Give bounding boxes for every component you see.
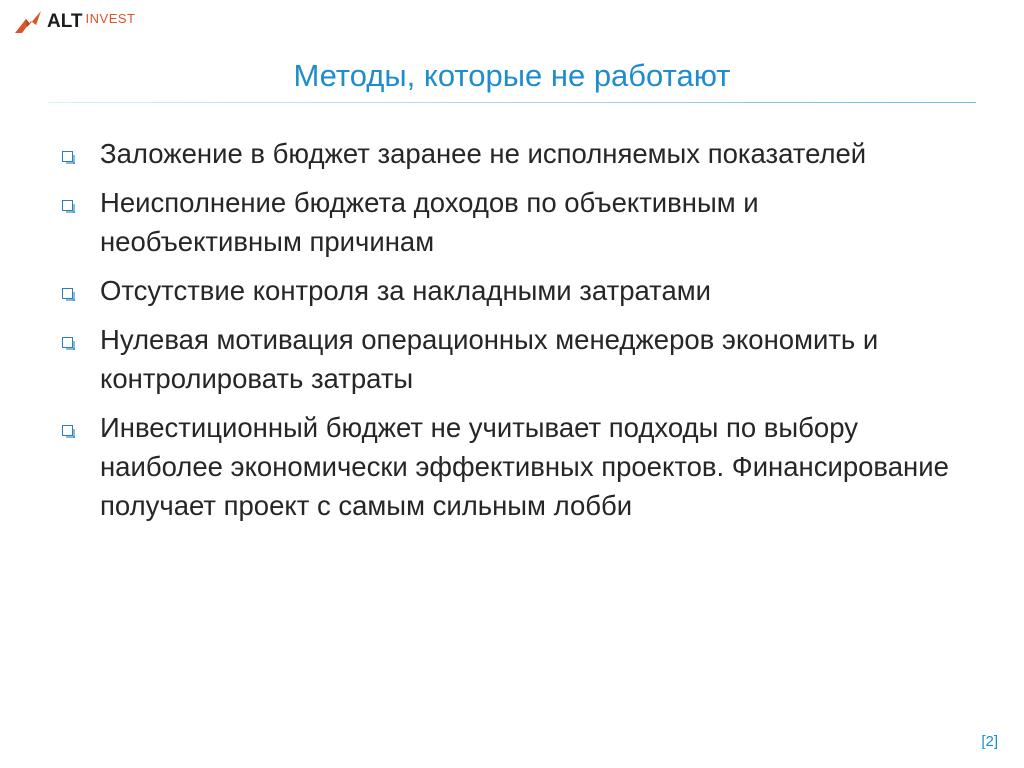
square-bullet-icon xyxy=(62,151,73,162)
bullet-text: Инвестиционный бюджет не учитывает подходы по выбору наиболее экономически эффективных проектов. Финансирование получает проект с самым сильным лобби xyxy=(100,412,949,521)
bullet-item xyxy=(62,134,962,173)
bullet-item xyxy=(62,320,962,398)
slide-title: Методы, которые не работают xyxy=(293,58,731,93)
bullet-text: Нулевая мотивация операционных менеджеров экономить и контролировать затраты xyxy=(100,324,879,394)
square-bullet-icon xyxy=(62,337,73,348)
bullet-text: Отсутствие контроля за накладными затратами xyxy=(100,275,712,306)
square-bullet-icon xyxy=(62,288,73,299)
logo-text-alt: ALT xyxy=(47,11,83,32)
title-divider xyxy=(48,102,976,103)
bullet-item xyxy=(62,271,962,310)
altinvest-bird-logo-icon xyxy=(14,9,44,35)
page-number: [2] xyxy=(981,733,998,750)
bullet-text: Неисполнение бюджета доходов по объективным и необъективным причинам xyxy=(100,187,759,257)
bullet-item xyxy=(62,408,962,525)
logo-text-invest: INVEST xyxy=(85,10,136,26)
square-bullet-icon xyxy=(62,425,73,436)
bullet-text: Заложение в бюджет заранее не исполняемых показателей xyxy=(100,138,867,169)
bullet-list xyxy=(62,134,962,535)
bullet-item xyxy=(62,183,962,261)
square-bullet-icon xyxy=(62,200,73,211)
altinvest-logo xyxy=(14,8,136,36)
